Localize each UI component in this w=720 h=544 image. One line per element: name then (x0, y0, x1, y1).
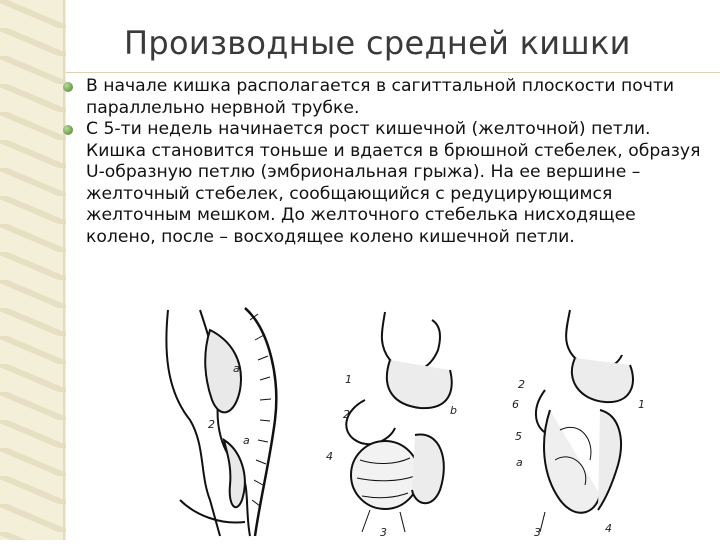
figure-label: 3 (380, 526, 387, 539)
decorative-side-stripe (0, 0, 66, 540)
figure-label: 2 (343, 408, 350, 421)
bullet-text: В начале кишка располагается в сагиттальной плоскости почти параллельно нервной трубке. (86, 76, 675, 118)
figure-label: 6 (512, 398, 519, 411)
slide-title: Производные средней кишки (124, 24, 631, 62)
title-divider (66, 72, 720, 73)
bullet-item (60, 119, 710, 248)
bullet-list (60, 76, 710, 248)
figure-label: 1 (638, 398, 645, 411)
figure-2-u-loop (346, 312, 451, 532)
anatomy-illustration (150, 300, 670, 540)
figure-label: 1 (345, 373, 352, 386)
bullet-dot-icon (63, 82, 73, 92)
figure-label: 3 (534, 526, 541, 539)
figure-label: 4 (326, 450, 333, 463)
figure-label: 2 (518, 378, 525, 391)
figure-label: a (233, 362, 240, 375)
figure-label: b (450, 404, 457, 417)
figure-label: 5 (515, 430, 522, 443)
figure-label: a (516, 456, 523, 469)
bullet-dot-icon (63, 125, 73, 135)
embryo-gut-figure (150, 300, 670, 540)
bullet-item (60, 76, 710, 119)
figure-label: 4 (605, 522, 612, 535)
figure-label: a (243, 434, 250, 447)
stripe-pattern (0, 0, 66, 540)
figure-1-sagittal-gut (166, 308, 276, 536)
bullet-text: С 5-ти недель начинается рост кишечной (желточной) петли. Кишка становится тоньше и вдается в брюшной стебелек, образуя U-образную петлю (эмбриональная грыжа). На ее вершине – желточный стебелек, сообщающийся с редуцирующимся желточным мешком. До желточного стебелька нисходящее колено, после – восходящее колено кишечной петли. (86, 119, 701, 247)
figure-label: 2 (208, 418, 215, 431)
figure-3-rotated-loop (536, 310, 633, 532)
